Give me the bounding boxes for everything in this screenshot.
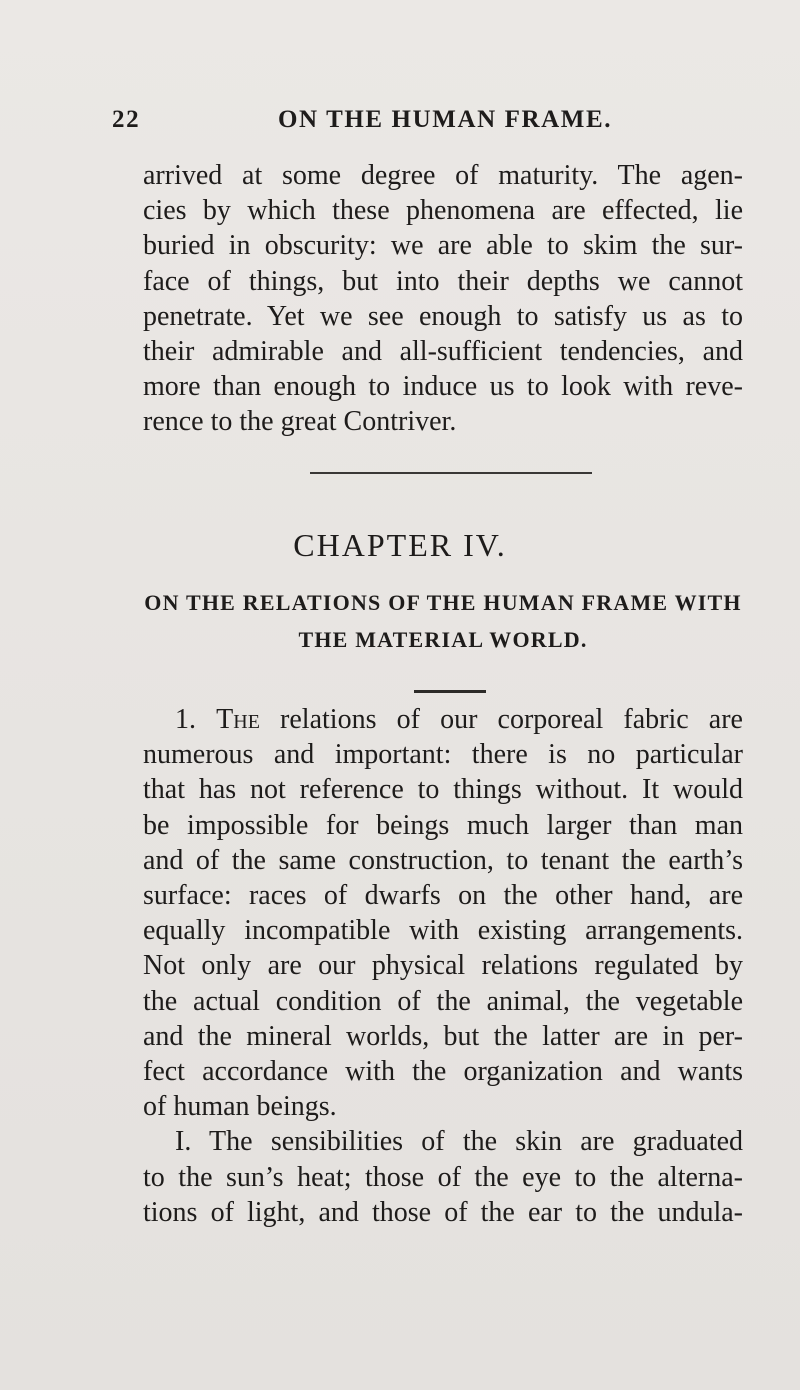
text-line: and the mineral worlds, but the latter are in per- [143,1020,743,1052]
text-line: arrived at some degree of maturity. The agen- [143,160,743,191]
running-title: ON THE HUMAN FRAME. [278,106,613,133]
body-text [143,702,743,1230]
paragraph-number: 1. [175,704,196,735]
text-line: that has not reference to things without. It would [143,774,743,806]
text-line: numerous and important: there is no particular [143,739,743,771]
text-line: surface: races of dwarfs on the other hand, are [143,880,743,912]
page-number: 22 [112,106,141,133]
text-line: I. The sensibilities of the skin are graduated [175,1126,743,1158]
text-fragment: relations of our corporeal fabric are [280,704,743,735]
text-line: Not only are our physical relations regulated by [143,950,743,982]
text-line: tions of light, and those of the ear to the undula- [143,1196,743,1228]
subtitle-line: THE MATERIAL WORLD. [298,627,588,652]
text-line: the actual condition of the animal, the vegetable [143,985,743,1017]
text-line: fect accordance with the organization and wants [143,1056,743,1088]
chapter-title: CHAPTER IV. [293,527,507,563]
text-line: of human beings. [143,1091,337,1123]
text-line: rence to the great Contriver. [143,406,457,438]
text-line: penetrate. Yet we see enough to satisfy us as to [143,300,743,332]
text-line: more than enough to induce us to look with reve- [143,371,743,403]
text-line: equally incompatible with existing arrangements. [143,915,743,947]
text-line: be impossible for beings much larger than man [143,809,743,841]
section-divider [310,472,592,474]
chapter-subtitle [143,584,743,658]
text-line: buried in obscurity: we are able to skim the sur- [143,230,743,262]
text-line: to the sun’s heat; those of the eye to the alterna- [143,1161,743,1193]
text-line: face of things, but into their depths we cannot [143,265,743,297]
subtitle-line: ON THE RELATIONS OF THE HUMAN FRAME WITH [144,590,742,615]
text-line: their admirable and all-sufficient tendencies, and [143,336,743,368]
text-line [143,702,743,737]
lead-word: The [216,704,260,735]
chapter-divider [414,690,486,693]
intro-paragraph [143,158,743,440]
running-head [112,106,712,146]
text-line: and of the same construction, to tenant the earth’s [143,844,743,876]
text-line: cies by which these phenomena are effected, lie [143,195,743,227]
